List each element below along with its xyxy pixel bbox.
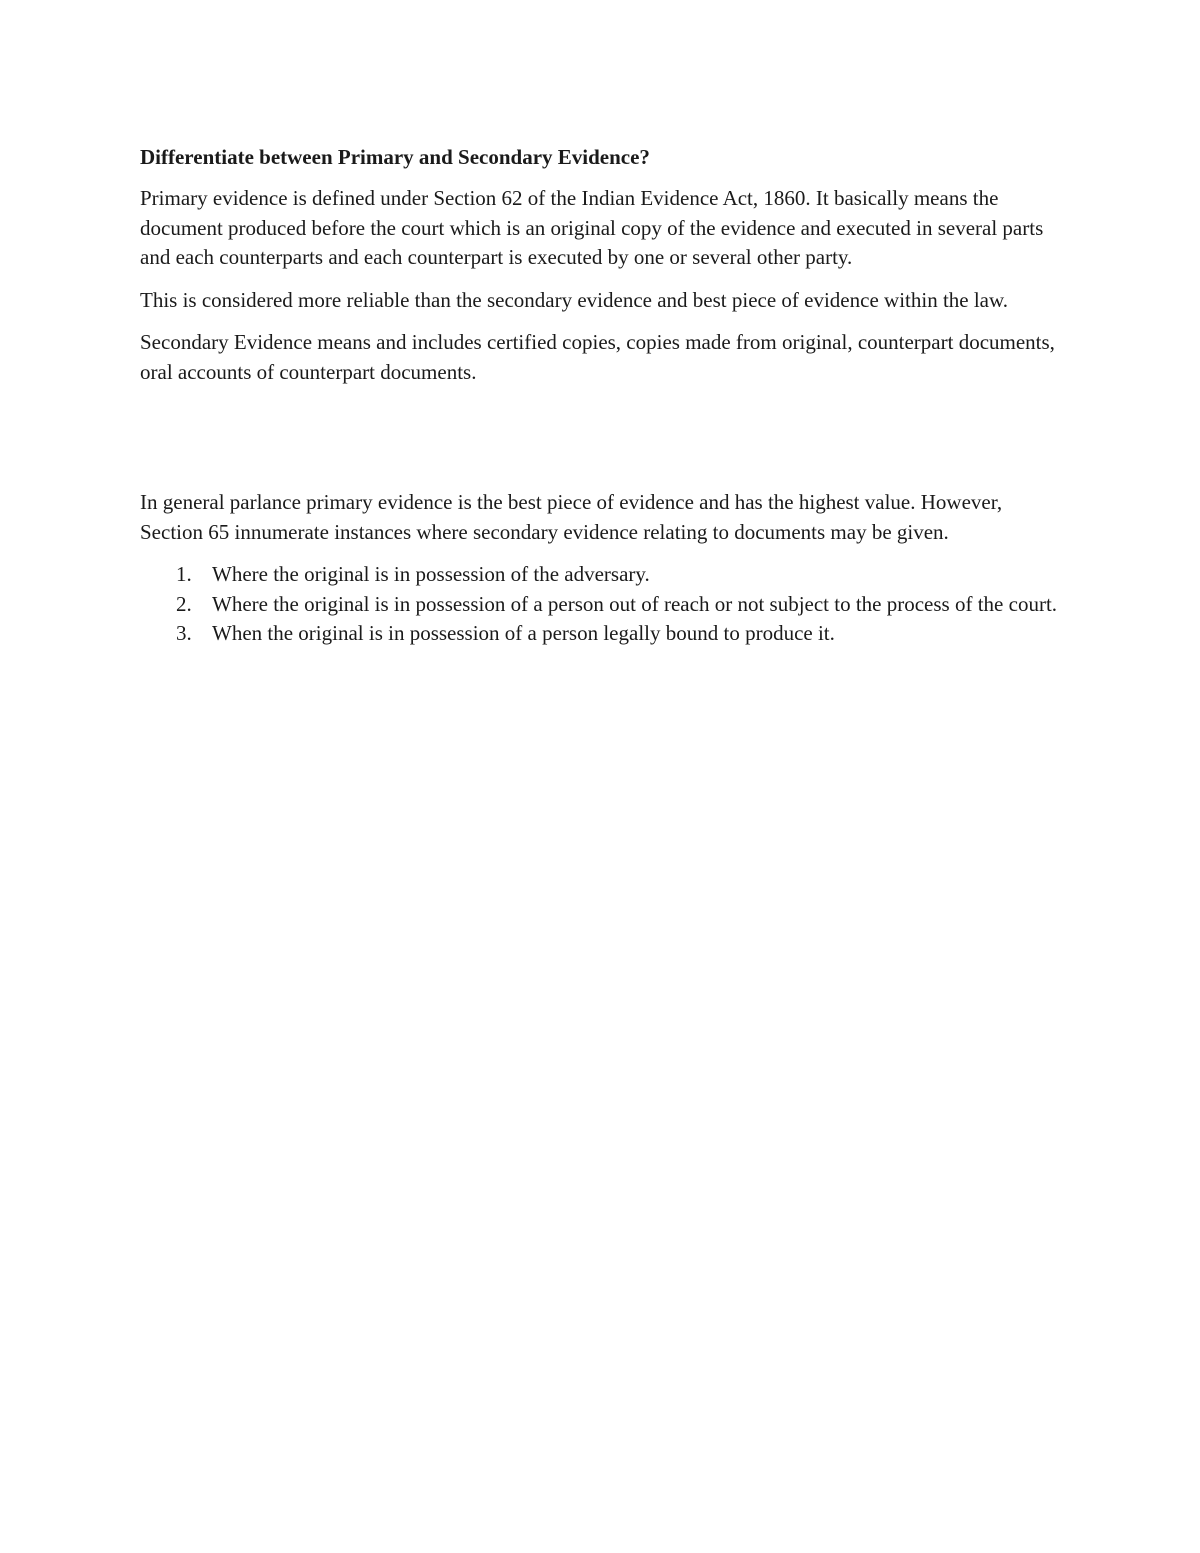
paragraph-general-parlance: In general parlance primary evidence is the best piece of evidence and has the highest value. However, Section 65 innumerate instances where secondary evidence relating to documents may be given. <box>140 490 1003 544</box>
list-item-text: Where the original is in possession of a person out of reach or not subject to the process of the court. <box>212 591 1058 616</box>
instances-list <box>140 560 1070 649</box>
blank-space <box>140 400 1070 488</box>
paragraph-reliability: This is considered more reliable than the secondary evidence and best piece of evidence within the law. <box>140 287 1009 312</box>
list-item-number: 1. <box>176 562 192 586</box>
list-item <box>140 590 1070 620</box>
list-item-number: 3. <box>176 621 192 645</box>
list-item-text: When the original is in possession of a person legally bound to produce it. <box>212 621 835 645</box>
paragraph-primary-evidence: Primary evidence is defined under Section 62 of the Indian Evidence Act, 1860. It basically means the document produced before the court which is an original copy of the evidence and executed in several parts and each counterparts and each counterpart is executed by one or several other party. <box>140 186 1044 269</box>
list-item <box>140 560 1070 590</box>
document-page <box>140 142 1070 649</box>
list-item-number: 2. <box>176 591 192 616</box>
list-item <box>140 619 1070 649</box>
list-item-text: Where the original is in possession of the adversary. <box>212 562 650 586</box>
paragraph-secondary-evidence: Secondary Evidence means and includes certified copies, copies made from original, counterpart documents, oral accounts of counterpart documents. <box>140 330 1055 384</box>
document-heading: Differentiate between Primary and Secondary Evidence? <box>140 145 650 169</box>
